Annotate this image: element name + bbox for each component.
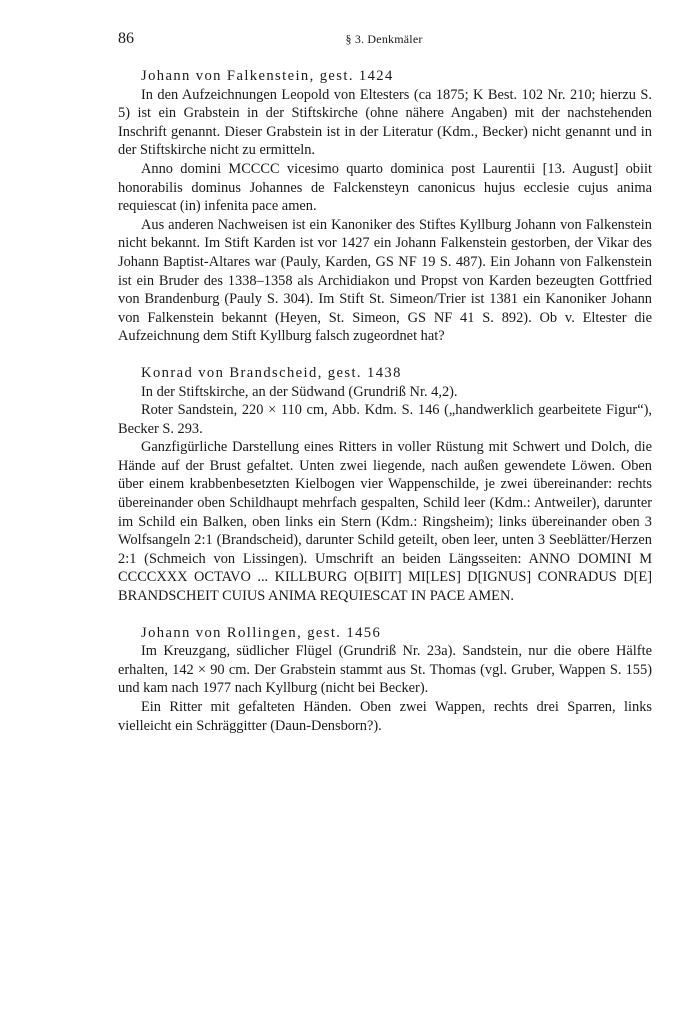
entry-paragraph: Ein Ritter mit gefalteten Händen. Oben zwei Wappen, rechts drei Sparren, links vielleicht ein Schräggitter (Daun-Densborn?). bbox=[118, 699, 652, 734]
page-header bbox=[118, 30, 650, 52]
entry-konrad-von-brandscheid bbox=[118, 364, 652, 606]
entry-title: Johann von Rollingen, gest. 1456 bbox=[141, 624, 382, 641]
page-body bbox=[118, 67, 652, 753]
entry-paragraph-description: Ganzfigürliche Darstellung eines Ritters in voller Rüstung mit Schwert und Dolch, die Hände auf der Brust gefaltet. Unten zwei liegende, nach außen gewendete Löwen. Oben über einem krabbenbesetzten Kielbogen vier Wappenschilde, je zwei übereinander: rechts übereinander oben Schildhaupt mehrfach gespalten, Schild leer (Kdm.: Antweiler), darunter im Schild ein Balken, oben links ein Stern (Kdm.: Ringsheim); links übereinander oben 3 Wolfsangeln 2:1 (Brandscheid), darunter Schild geteilt, oben leer, unten 3 Seeblätter/Herzen 2:1 (Schmeich von Lissingen). Umschrift an beiden Längsseiten: ANNO DOMINI M CCCCXXX OCTAVO ... KILLBURG O[BIIT] MI[LES] D[IGNUS] CONRADUS D[E] BRANDSCHEIT CUIUS ANIMA REQUIESCAT IN PACE AMEN. bbox=[118, 439, 652, 605]
entry-title: Konrad von Brandscheid, gest. 1438 bbox=[141, 364, 402, 381]
page-number: 86 bbox=[118, 30, 134, 47]
entry-paragraph: In den Aufzeichnungen Leopold von Eltesters (ca 1875; K Best. 102 Nr. 210; hierzu S. 5) ist ein Grabstein in der Stiftskirche (ohne nähere Angaben) mit der nachstehenden Inschrift genannt. Dieser Grabstein ist in der Literatur (Kdm., Becker) nicht genannt und in der Stiftskirche nicht zu ermitteln. bbox=[118, 86, 652, 159]
entry-johann-von-rollingen bbox=[118, 624, 652, 736]
entry-paragraph: Aus anderen Nachweisen ist ein Kanoniker des Stiftes Kyllburg Johann von Falkenstein nicht bekannt. Im Stift Karden ist vor 1427 ein Johann Falkenstein gestorben, der Vikar des Johann Baptist-Altares war (Pauly, Karden, GS NF 19 S. 487). Ein Johann von Falkenstein ist ein Bruder des 1338–1358 als Archidiakon und Propst von Karden bezeugten Gottfried von Brandenburg (Pauly S. 304). Im Stift St. Simeon/Trier ist 1381 ein Kanoniker Johann von Falkenstein bekannt (Heyen, St. Simeon, GS NF 41 S. 892). Ob v. Eltester die Aufzeichnung dem Stift Kyllburg falsch zugeordnet hat? bbox=[118, 216, 652, 345]
entry-paragraph: Im Kreuzgang, südlicher Flügel (Grundriß Nr. 23a). Sandstein, nur die obere Hälfte erhalten, 142 × 90 cm. Der Grabstein stammt aus St. Thomas (vgl. Gruber, Wappen S. 155) und kam nach 1977 nach Kyllburg (nicht bei Becker). bbox=[118, 643, 652, 697]
entry-johann-von-falkenstein bbox=[118, 67, 652, 346]
entry-paragraph-inscription: Anno domini MCCCC vicesimo quarto dominica post Laurentii [13. August] obiit honorabilis dominus Johannes de Falckensteyn canonicus hujus ecclesie cujus anima requiescat (in) infenita pace amen. bbox=[118, 160, 652, 215]
entry-paragraph: Roter Sandstein, 220 × 110 cm, Abb. Kdm. S. 146 („handwerklich gearbeitete Figur“), Becker S. 293. bbox=[118, 402, 652, 437]
entry-paragraph: In der Stiftskirche, an der Südwand (Grundriß Nr. 4,2). bbox=[141, 383, 458, 400]
running-head: § 3. Denkmäler bbox=[345, 32, 423, 46]
entry-title: Johann von Falkenstein, gest. 1424 bbox=[141, 68, 394, 84]
